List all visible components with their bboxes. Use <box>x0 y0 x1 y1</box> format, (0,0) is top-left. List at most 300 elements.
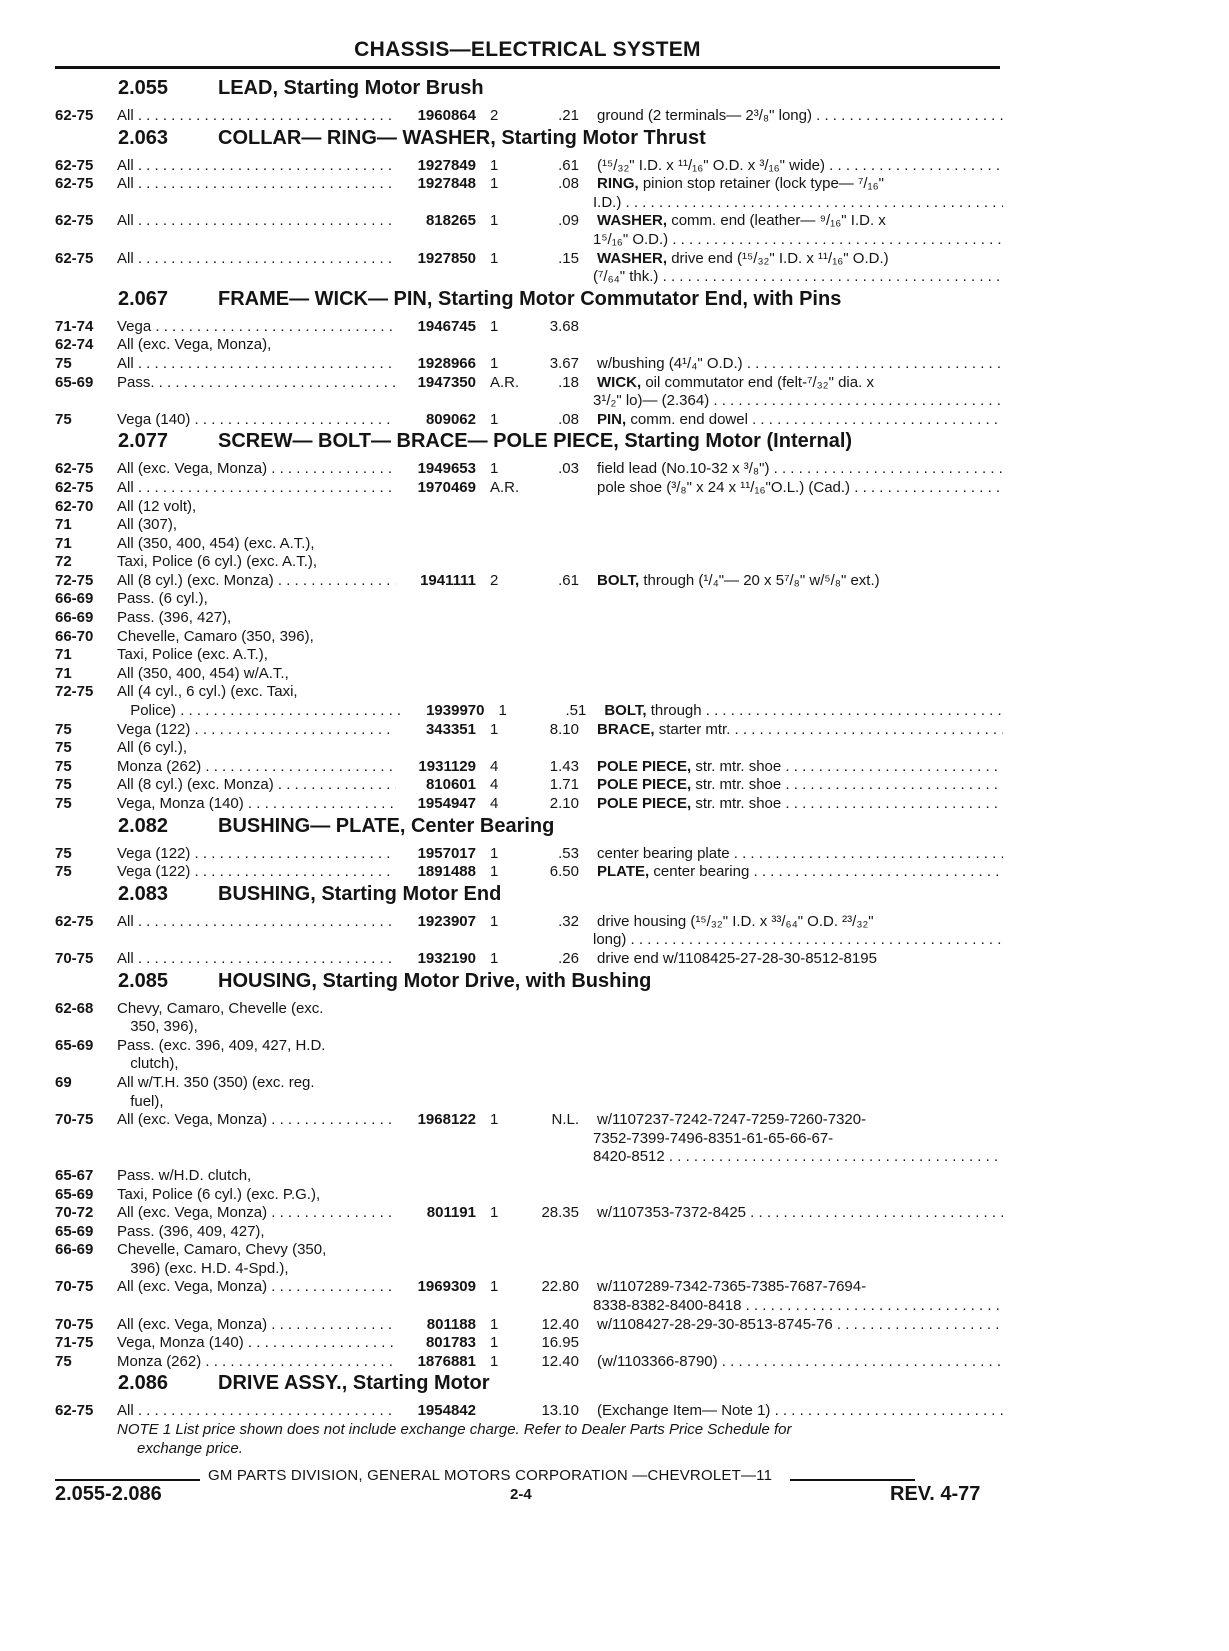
model-cell <box>117 721 396 740</box>
year-range <box>55 1093 116 1112</box>
model-text: Chevelle, Camaro (350, 396), <box>117 627 314 645</box>
quantity: 1 <box>490 863 499 881</box>
description-cell <box>586 702 1005 721</box>
price <box>520 1074 579 1093</box>
model-text: All (350, 400, 454) w/A.T., <box>117 664 289 682</box>
part-number: 1876881 <box>417 1352 476 1370</box>
description-text <box>593 1130 833 1149</box>
quantity: 1 <box>490 317 499 335</box>
quantity <box>476 1074 520 1093</box>
price <box>520 194 579 213</box>
part-number <box>396 931 476 950</box>
year-range: 75 <box>55 1352 72 1370</box>
description-cell <box>579 336 1003 355</box>
table-row <box>55 318 1005 337</box>
table-row <box>55 1204 1005 1223</box>
table-row <box>55 913 1005 932</box>
price: .03 <box>558 460 579 478</box>
quantity <box>476 1148 520 1167</box>
part-number: 343351 <box>425 720 476 738</box>
description-text <box>597 950 877 969</box>
year-range: 62-75 <box>55 912 94 930</box>
model-cell <box>117 739 396 758</box>
price: .21 <box>558 107 579 124</box>
year-range: 75 <box>55 410 72 428</box>
part-number <box>396 628 476 647</box>
quantity <box>476 1241 520 1260</box>
footer <box>55 1467 1000 1484</box>
table-row <box>55 1334 1005 1353</box>
year-range: 65-69 <box>55 1036 94 1054</box>
section-title: FRAME— WICK— PIN, Starting Motor Commutator End, with Pins <box>218 287 842 310</box>
description-detail: center bearing <box>653 863 750 881</box>
year-range: 75 <box>55 354 72 372</box>
section-number: 2.082 <box>118 814 169 837</box>
table-row <box>55 336 1005 355</box>
year-range: 62-75 <box>55 1402 94 1420</box>
year-range: 66-69 <box>55 590 94 608</box>
note-text <box>55 1421 957 1458</box>
description-detail: long) <box>593 931 627 949</box>
part-number <box>396 392 476 411</box>
part-number: 1928966 <box>417 354 476 372</box>
part-number <box>396 739 476 758</box>
description-cell <box>579 1037 1003 1056</box>
model-cell <box>117 1111 396 1130</box>
description-text <box>593 931 1003 950</box>
part-number <box>396 1037 476 1056</box>
quantity <box>476 268 520 287</box>
price <box>520 392 579 411</box>
year-range: 71-75 <box>55 1334 94 1352</box>
price <box>520 231 579 250</box>
model-cell <box>117 758 396 777</box>
table-row <box>55 1297 1005 1316</box>
quantity <box>476 1130 520 1149</box>
description-detail: 8338-8382-8400-8418 <box>593 1297 742 1315</box>
model-cell <box>116 1093 405 1112</box>
part-number: 1927849 <box>417 156 476 174</box>
year-range <box>55 268 117 287</box>
section-number: 2.085 <box>118 969 169 992</box>
year-range: 71 <box>55 534 72 552</box>
price <box>528 1260 586 1279</box>
description-detail: center bearing plate <box>597 844 730 862</box>
price <box>520 498 579 517</box>
model-cell <box>117 1316 396 1335</box>
model-text: All . . . <box>117 479 396 498</box>
table-row <box>55 268 1005 287</box>
part-number <box>396 535 476 554</box>
year-range: 72 <box>55 553 72 571</box>
quantity: A.R. <box>490 478 520 496</box>
section-heading <box>55 1372 1005 1402</box>
description-cell <box>579 845 1003 864</box>
description-text <box>597 1111 866 1130</box>
price <box>520 1167 579 1186</box>
table-row <box>55 609 1005 628</box>
description-cell <box>579 1402 1003 1421</box>
year-range: 62-75 <box>55 249 94 267</box>
description-cell <box>579 1204 1003 1223</box>
year-range: 70-75 <box>55 1111 94 1129</box>
description-text <box>597 1316 1003 1335</box>
price: .18 <box>558 373 579 391</box>
model-text: All (exc. Vega, Monza) . . . <box>117 1316 396 1335</box>
description-detail: oil commutator end (felt-⁷/₃₂" dia. x <box>645 373 874 391</box>
price <box>520 590 579 609</box>
description-cell <box>579 1074 1003 1093</box>
quantity: 1 <box>490 1111 499 1129</box>
model-cell <box>117 107 396 126</box>
model-cell <box>117 1130 396 1149</box>
note-line: exchange price. <box>137 1439 243 1457</box>
description-part-name: RING, <box>597 175 639 193</box>
price: 13.10 <box>541 1402 579 1420</box>
description-cell <box>579 1353 1003 1372</box>
year-range: 75 <box>55 720 72 738</box>
table-row <box>55 231 1005 250</box>
table-row <box>55 194 1005 213</box>
section-heading <box>55 288 1005 318</box>
description-cell <box>579 107 1003 126</box>
description-cell <box>579 758 1003 777</box>
section-number: 2.055 <box>118 77 169 99</box>
table-row <box>55 646 1005 665</box>
year-range: 71 <box>55 646 72 664</box>
description-detail: 1⁵/₁₆" O.D.) <box>593 230 669 248</box>
description-text <box>593 194 1003 213</box>
price <box>520 1297 579 1316</box>
year-range <box>55 231 117 250</box>
description-detail: 8420-8512 <box>593 1148 665 1166</box>
description-detail: (⁷/₆₄" thk.) <box>593 268 659 286</box>
model-text: All . . . <box>117 212 396 231</box>
model-cell <box>117 392 396 411</box>
model-text: Vega, Monza (140) . . . <box>117 1334 396 1353</box>
year-range <box>55 194 117 213</box>
quantity <box>484 1093 528 1112</box>
table-row <box>55 1018 1005 1037</box>
year-range: 65-69 <box>55 1222 94 1240</box>
description-cell <box>579 231 1003 250</box>
price <box>520 683 579 702</box>
description-text <box>597 107 1003 126</box>
description-text <box>597 355 1003 374</box>
description-text <box>597 374 874 393</box>
model-cell <box>117 646 396 665</box>
table-row <box>55 1130 1005 1149</box>
model-text: Police) . . . <box>130 702 405 721</box>
description-cell <box>579 516 1003 535</box>
section-title: HOUSING, Starting Motor Drive, with Bushing <box>218 969 652 992</box>
table-row <box>55 1037 1005 1056</box>
description-detail: drive housing (¹⁵/₃₂" I.D. x ³³/₆₄" O.D. ²³/₃₂" <box>597 912 874 930</box>
section-number: 2.067 <box>118 287 169 310</box>
part-number: 1968122 <box>417 1111 476 1129</box>
part-number: 1954842 <box>417 1402 476 1420</box>
model-cell <box>117 268 396 287</box>
year-range <box>55 702 116 721</box>
description-cell <box>579 460 1003 479</box>
description-cell <box>579 1241 1003 1260</box>
page-title: CHASSIS—ELECTRICAL SYSTEM <box>354 38 701 61</box>
table-row <box>55 1055 1005 1074</box>
quantity: 2 <box>490 107 499 124</box>
table-row <box>55 411 1005 430</box>
model-cell <box>117 212 396 231</box>
description-text <box>597 1353 1003 1372</box>
section-title: BUSHING, Starting Motor End <box>218 882 502 905</box>
table-row <box>55 374 1005 393</box>
model-cell <box>117 460 396 479</box>
year-range: 65-69 <box>55 1185 94 1203</box>
table-row <box>55 355 1005 374</box>
table-row <box>55 1241 1005 1260</box>
year-range: 65-69 <box>55 373 94 391</box>
model-cell <box>117 1223 396 1242</box>
description-part-name: POLE PIECE, <box>597 757 692 775</box>
description-detail: w/1107237-7242-7247-7259-7260-7320- <box>597 1111 867 1129</box>
part-number: 1923907 <box>417 912 476 930</box>
quantity <box>476 1186 520 1205</box>
model-text: clutch), <box>130 1055 179 1073</box>
part-number: 810601 <box>425 776 476 794</box>
price: .32 <box>558 912 579 930</box>
quantity: 1 <box>490 410 499 428</box>
description-text <box>597 157 1003 176</box>
table-row <box>55 479 1005 498</box>
revision-date: REV. 4-77 <box>890 1483 981 1505</box>
description-cell <box>579 1111 1003 1130</box>
section-number: 2.063 <box>118 126 169 149</box>
description-text <box>597 175 884 194</box>
part-number: 801188 <box>426 1315 476 1333</box>
price <box>520 1186 579 1205</box>
model-text: Vega . . . <box>117 318 396 337</box>
quantity: 1 <box>490 1278 499 1296</box>
part-number: 1946745 <box>417 317 476 335</box>
part-number: 1927850 <box>417 249 476 267</box>
model-cell <box>117 1402 396 1421</box>
model-text: All (8 cyl.) (exc. Monza) . . . <box>117 572 396 591</box>
description-cell <box>579 683 1003 702</box>
section-heading <box>55 430 1005 460</box>
price <box>528 1055 586 1074</box>
model-text: Pass. w/H.D. clutch, <box>117 1166 252 1184</box>
year-range: 75 <box>55 863 72 881</box>
table-row <box>55 1000 1005 1019</box>
part-number: 1957017 <box>417 844 476 862</box>
model-cell <box>117 1297 396 1316</box>
model-text: All (4 cyl., 6 cyl.) (exc. Taxi, <box>117 683 298 701</box>
model-cell <box>117 1353 396 1372</box>
year-range: 72-75 <box>55 571 94 589</box>
quantity <box>476 231 520 250</box>
part-number <box>396 1223 476 1242</box>
part-number: 818265 <box>425 212 476 230</box>
description-detail: I.D.) <box>593 193 622 211</box>
quantity: 1 <box>490 156 499 174</box>
model-text: Chevy, Camaro, Chevelle (exc. <box>117 999 324 1017</box>
section-number: 2.077 <box>118 430 169 453</box>
model-text: All (350, 400, 454) (exc. A.T.), <box>117 534 315 552</box>
quantity <box>476 665 520 684</box>
price: .61 <box>558 571 579 589</box>
price: .15 <box>558 249 579 267</box>
quantity <box>476 683 520 702</box>
description-part-name: WICK, <box>597 373 642 391</box>
description-cell <box>579 318 1003 337</box>
table-row <box>55 250 1005 269</box>
description-part-name: WASHER, <box>597 212 668 230</box>
description-cell <box>579 950 1003 969</box>
header-rule <box>55 66 1000 69</box>
price: 1.71 <box>549 776 579 794</box>
model-cell <box>117 175 396 194</box>
model-text: Pass. . . . <box>117 374 396 393</box>
description-part-name: BRACE, <box>597 720 655 738</box>
model-cell <box>117 845 396 864</box>
quantity <box>476 194 520 213</box>
description-part-name: WASHER, <box>597 249 668 267</box>
year-range <box>55 931 117 950</box>
price <box>520 628 579 647</box>
price: 16.95 <box>541 1334 579 1352</box>
description-detail: str. mtr. shoe <box>695 776 782 794</box>
section-title: LEAD, Starting Motor Brush <box>218 77 484 99</box>
year-range: 66-69 <box>55 609 94 627</box>
section-heading <box>55 970 1005 1000</box>
model-text: fuel), <box>130 1092 164 1110</box>
quantity <box>476 931 520 950</box>
model-cell <box>117 231 396 250</box>
quantity: 4 <box>490 757 499 775</box>
price <box>520 1148 579 1167</box>
model-cell <box>117 1167 396 1186</box>
year-range: 62-75 <box>55 212 94 230</box>
model-cell <box>117 776 396 795</box>
description-text <box>597 1204 1003 1223</box>
table-row <box>55 1167 1005 1186</box>
footer-rule-left <box>55 1479 200 1481</box>
description-detail: starter mtr. <box>658 720 731 738</box>
description-cell <box>579 913 1003 932</box>
part-number: 801191 <box>426 1204 476 1222</box>
description-cell <box>579 665 1003 684</box>
quantity <box>476 1167 520 1186</box>
section-number: 2.086 <box>118 1372 169 1395</box>
year-range: 75 <box>55 776 72 794</box>
description-cell <box>579 175 1003 194</box>
year-range <box>55 1130 117 1149</box>
description-part-name: BOLT, <box>597 571 640 589</box>
model-cell <box>117 157 396 176</box>
table-row <box>55 553 1005 572</box>
description-cell <box>579 250 1003 269</box>
description-cell <box>579 498 1003 517</box>
quantity <box>476 1402 520 1421</box>
description-cell <box>579 411 1003 430</box>
description-part-name: PLATE, <box>597 863 650 881</box>
price: 22.80 <box>541 1278 579 1296</box>
part-number: 809062 <box>425 410 476 428</box>
description-text <box>593 1148 1003 1167</box>
price: .09 <box>558 212 579 230</box>
model-cell <box>117 609 396 628</box>
quantity: 1 <box>490 249 499 267</box>
year-range: 71 <box>55 516 72 534</box>
price <box>520 268 579 287</box>
price: 12.40 <box>541 1315 579 1333</box>
table-row <box>55 1093 1005 1112</box>
description-text <box>597 863 1003 882</box>
description-cell <box>579 1223 1003 1242</box>
footer-text: GM PARTS DIVISION, GENERAL MOTORS CORPORATION —CHEVROLET—11 <box>208 1467 773 1484</box>
price: 3.68 <box>549 317 579 335</box>
description-text <box>597 460 1003 479</box>
model-text: All (6 cyl.), <box>117 739 188 757</box>
model-cell <box>117 318 396 337</box>
table-row <box>55 157 1005 176</box>
description-cell <box>579 355 1003 374</box>
table-row <box>55 1223 1005 1242</box>
quantity: 1 <box>490 460 499 478</box>
table-row <box>55 212 1005 231</box>
model-text: Vega (122) . . . <box>117 721 396 740</box>
model-text: All (12 volt), <box>117 497 197 515</box>
price <box>520 1223 579 1242</box>
model-cell <box>116 1018 405 1037</box>
year-range: 75 <box>55 844 72 862</box>
description-text <box>593 268 1003 287</box>
model-cell <box>117 1037 396 1056</box>
part-number <box>396 1130 476 1149</box>
price: 2.10 <box>549 795 579 812</box>
description-text <box>593 1297 1003 1316</box>
model-text: All (exc. Vega, Monza) . . . <box>117 1111 396 1130</box>
year-range: 62-75 <box>55 460 94 478</box>
quantity: 4 <box>490 776 499 794</box>
price <box>520 479 579 498</box>
part-number <box>406 1018 485 1037</box>
model-text: Monza (262) . . . <box>117 1353 396 1372</box>
part-number: 1939970 <box>426 702 485 720</box>
quantity: 1 <box>490 949 499 967</box>
model-text: All (exc. Vega, Monza) . . . <box>117 1204 396 1223</box>
description-text <box>597 913 874 932</box>
year-range <box>55 1018 116 1037</box>
description-cell <box>579 795 1003 814</box>
part-number <box>406 1093 485 1112</box>
description-text <box>597 1278 866 1297</box>
description-detail: comm. end (leather— ⁹/₁₆" I.D. x <box>671 212 886 230</box>
model-text: All . . . <box>117 175 396 194</box>
quantity <box>476 609 520 628</box>
description-detail: (¹⁵/₃₂" I.D. x ¹¹/₁₆" O.D. x ³/₁₆" wide) <box>597 156 826 174</box>
description-cell <box>579 1278 1003 1297</box>
year-range: 62-75 <box>55 175 94 193</box>
price: .26 <box>558 949 579 967</box>
model-cell <box>117 535 396 554</box>
description-cell <box>579 931 1003 950</box>
model-cell <box>117 516 396 535</box>
description-detail: drive end w/1108425-27-28-30-8512-8195 <box>597 949 877 967</box>
description-detail: 3¹/₂" lo)— (2.364) <box>593 392 710 410</box>
description-detail: w/1107289-7342-7365-7385-7687-7694- <box>597 1278 867 1296</box>
description-cell <box>579 628 1003 647</box>
table-row <box>55 776 1005 795</box>
